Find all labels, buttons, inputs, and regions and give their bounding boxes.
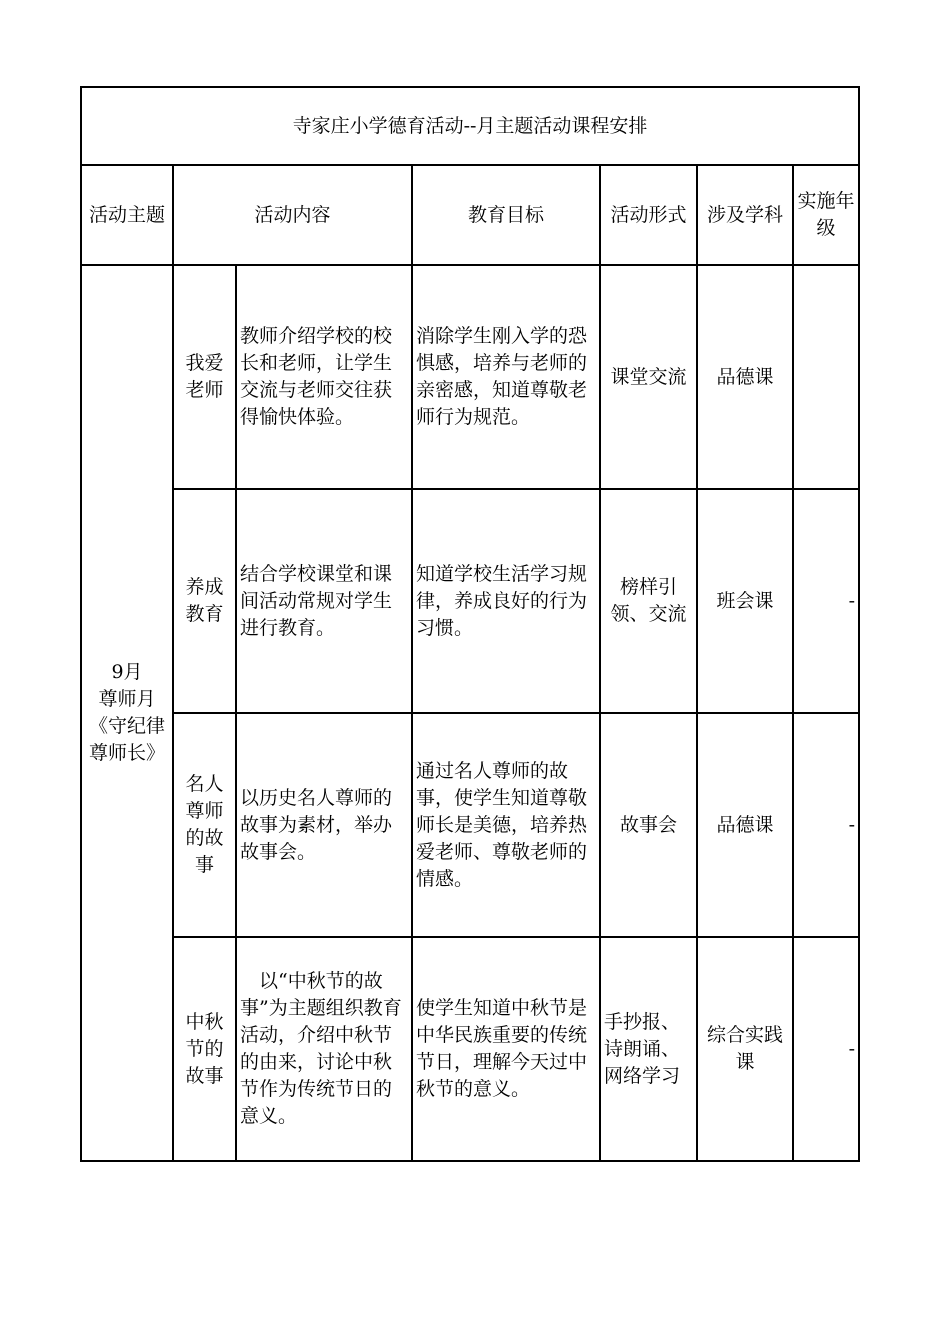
- form-cell: 课堂交流: [600, 265, 697, 489]
- header-row: [81, 165, 859, 265]
- sheet-title: 寺家庄小学德育活动--月主题活动课程安排: [81, 87, 859, 165]
- subject-cell: 班会课: [697, 489, 793, 713]
- form-cell: 榜样引领、交流: [600, 489, 697, 713]
- goal-cell: 消除学生刚入学的恐惧感，培养与老师的亲密感，知道尊敬老师行为规范。: [412, 265, 600, 489]
- subject-cell: 品德课: [697, 265, 793, 489]
- goal-cell: 通过名人尊师的故事，使学生知道尊敬师长是美德，培养热爱老师、尊敬老师的情感。: [412, 713, 600, 937]
- header-grade: 实施年级: [793, 165, 859, 265]
- month-theme-cell: 9月 尊师月 《守纪律 尊师长》: [81, 265, 173, 1161]
- header-content: 活动内容: [173, 165, 412, 265]
- goal-cell: 使学生知道中秋节是中华民族重要的传统节日，理解今天过中秋节的意义。: [412, 937, 600, 1161]
- table-row: [81, 265, 859, 489]
- grade-cell: [793, 265, 859, 489]
- goal-cell: 知道学校生活学习规律，养成良好的行为习惯。: [412, 489, 600, 713]
- header-form: 活动形式: [600, 165, 697, 265]
- header-theme: 活动主题: [81, 165, 173, 265]
- form-cell: 故事会: [600, 713, 697, 937]
- content-cell: 以“中秋节的故事”为主题组织教育活动，介绍中秋节的由来，讨论中秋节作为传统节日的意义。: [236, 937, 412, 1161]
- topic-cell: 中秋节的故事: [173, 937, 236, 1161]
- topic-cell: 我爱老师: [173, 265, 236, 489]
- subject-cell: 品德课: [697, 713, 793, 937]
- table-row: [81, 937, 859, 1161]
- grade-cell: -: [793, 713, 859, 937]
- content-cell: 教师介绍学校的校长和老师，让学生交流与老师交往获得愉快体验。: [236, 265, 412, 489]
- topic-cell: 名人尊师的故事: [173, 713, 236, 937]
- subject-cell: 综合实践课: [697, 937, 793, 1161]
- grade-cell: -: [793, 937, 859, 1161]
- header-subject: 涉及学科: [697, 165, 793, 265]
- table-row: [81, 713, 859, 937]
- topic-cell: 养成教育: [173, 489, 236, 713]
- header-goal: 教育目标: [412, 165, 600, 265]
- content-cell: 结合学校课堂和课间活动常规对学生进行教育。: [236, 489, 412, 713]
- activity-schedule-table: [80, 86, 860, 1162]
- table-row: [81, 489, 859, 713]
- content-cell: 以历史名人尊师的故事为素材，举办故事会。: [236, 713, 412, 937]
- grade-cell: -: [793, 489, 859, 713]
- form-cell: 手抄报、诗朗诵、网络学习: [600, 937, 697, 1161]
